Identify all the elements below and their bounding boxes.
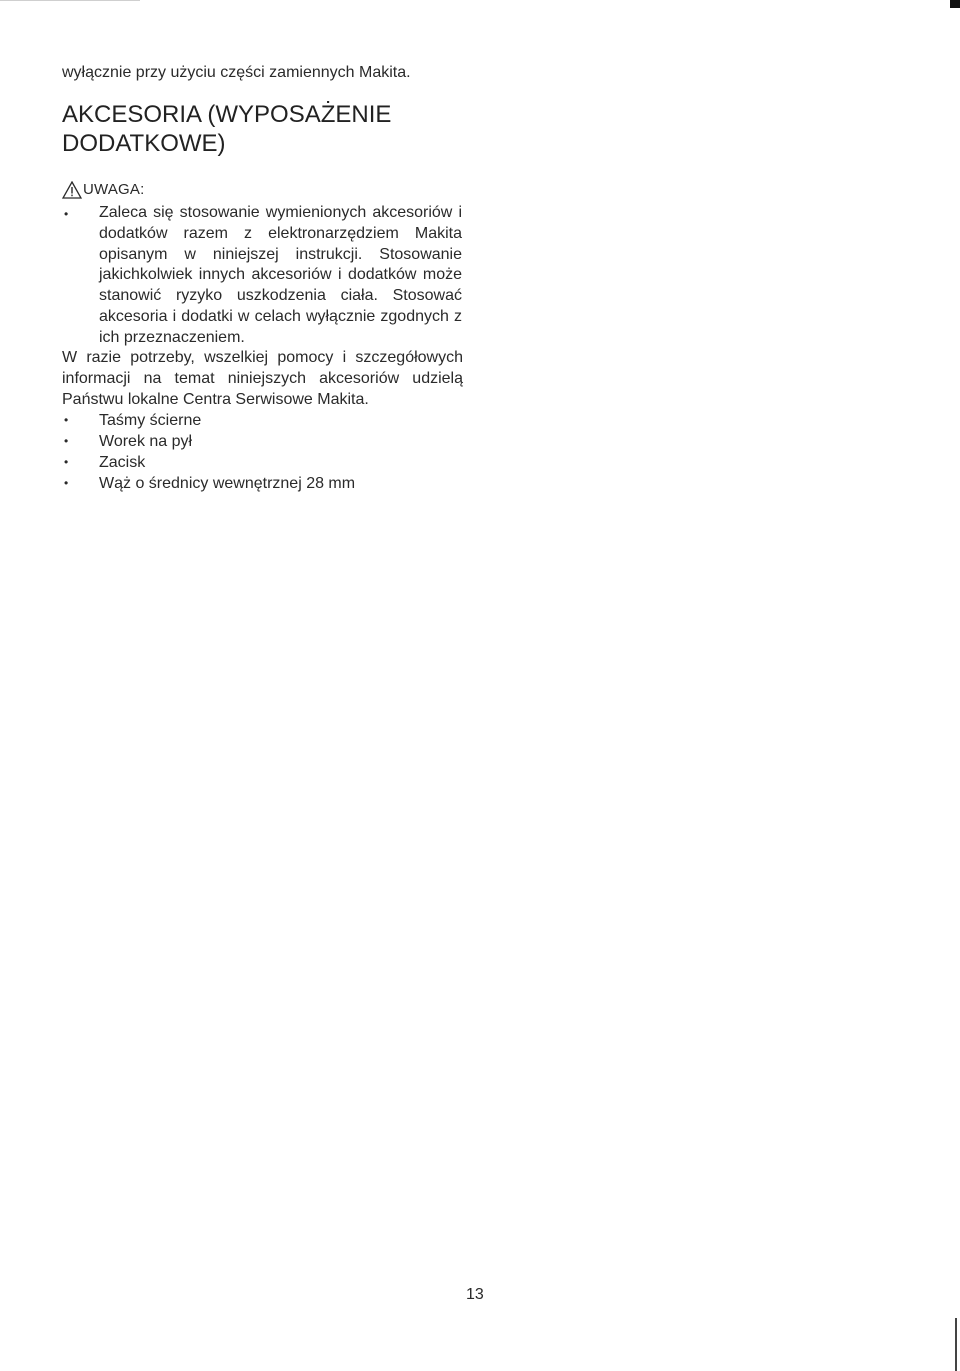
warning-label	[62, 180, 144, 200]
scan-edge-mark	[950, 0, 960, 8]
bullet-dot: •	[64, 476, 69, 490]
bullet-dot: •	[64, 455, 69, 469]
scan-edge-line	[955, 1318, 957, 1371]
section-heading: AKCESORIA (WYPOSAŻENIE DODATKOWE)	[62, 101, 392, 157]
warning-bullet-dot: •	[64, 207, 69, 221]
scan-edge-rule	[0, 0, 140, 1]
bullet-dot: •	[64, 434, 69, 448]
warning-label-text: UWAGA:	[83, 181, 145, 198]
accessory-label: Wąż o średnicy wewnętrznej 28 mm	[99, 475, 356, 492]
warning-triangle-icon	[62, 181, 82, 199]
accessory-label: Worek na pył	[99, 433, 193, 450]
page-number: 13	[466, 1286, 484, 1303]
accessory-label: Zacisk	[99, 454, 146, 471]
warning-bullet-text: Zaleca się stosowanie wymienionych akcesoriów i dodatków razem z elektronarzędziem Makita opisanym w niniejszej instrukcji. Stosowanie jakichkolwiek innych akcesoriów i dodatków może stanowić ryzyko uszkodzenia ciała. Stosować akcesoria i dodatki w celach wyłącznie zgodnych z ich przeznaczeniem.	[99, 204, 462, 346]
bullet-dot: •	[64, 413, 69, 427]
accessory-label: Taśmy ścierne	[99, 412, 202, 429]
continuation-text: wyłącznie przy użyciu części zamiennych Makita.	[62, 64, 411, 81]
info-paragraph: W razie potrzeby, wszelkiej pomocy i szczegółowych informacji na temat niniejszych akcesoriów udzielą Państwu lokalne Centra Serwisowe Makita.	[62, 349, 463, 408]
